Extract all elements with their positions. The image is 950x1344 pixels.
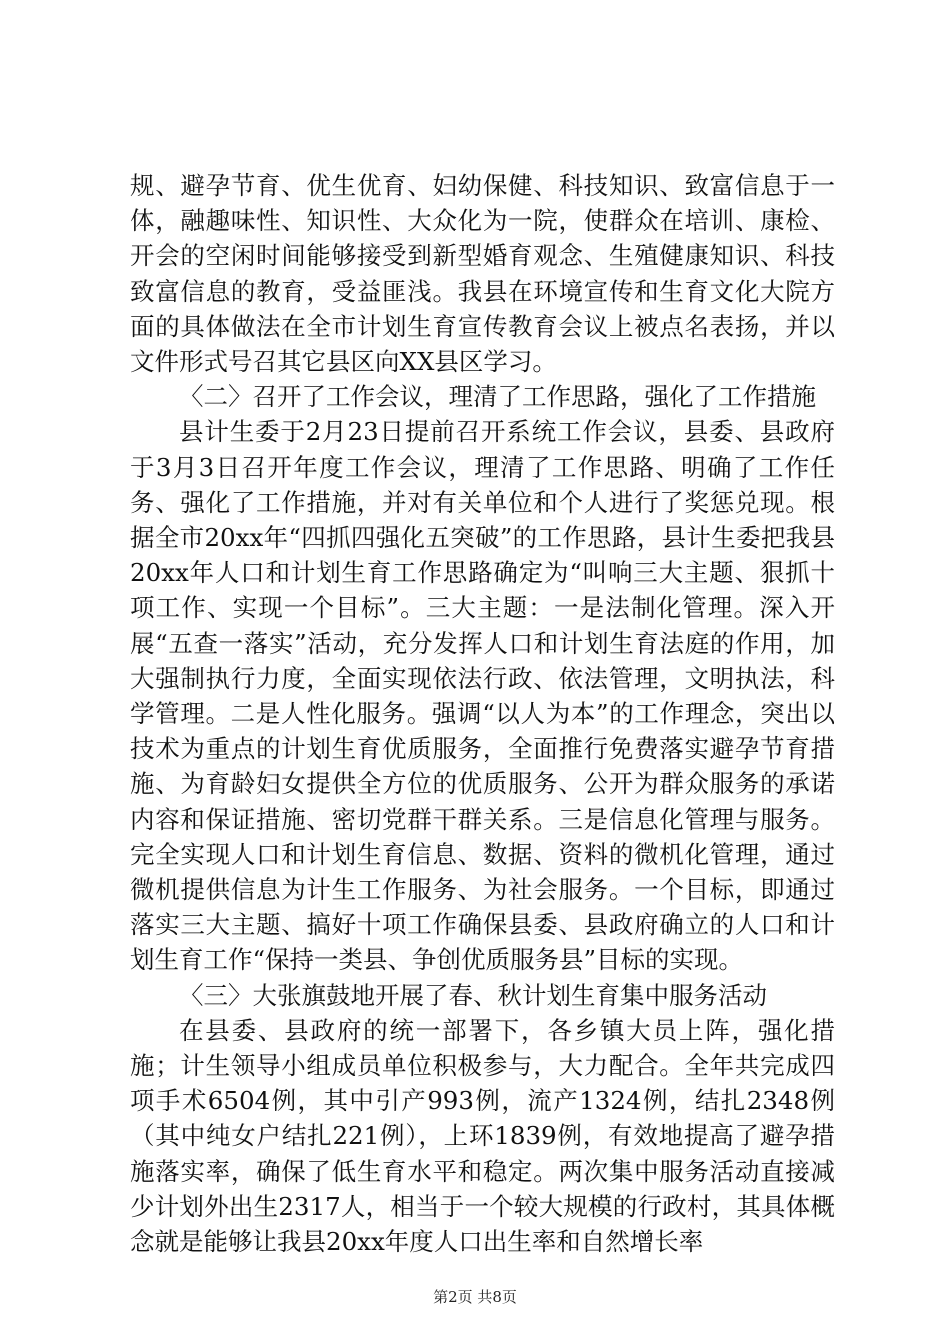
paragraph-service-activity: 在县委、县政府的统一部署下，各乡镇大员上阵，强化措施；计生领导小组成员单位积极参与，大力配合。全年共完成四项手术6504例，其中引产993例，流产1324例，结扎2348例（其中纯女户结扎221例），上环1839例，有效地提高了避孕措施落实率，确保了低生育水平和稳定。两次集中服务活动直接减少计划外出生2317人，相当于一个较大规模的行政村，其具体概念就是能够让我县20xx年度人口出生率和自然增长率 xyxy=(130,1015,835,1257)
document-body xyxy=(130,168,835,1259)
page-footer: 第2页 共8页 xyxy=(433,1288,517,1306)
paragraph-continuation: 规、避孕节育、优生优育、妇幼保健、科技知识、致富信息于一体，融趣味性、知识性、大众化为一院，使群众在培训、康检、开会的空闲时间能够接受到新型婚育观念、生殖健康知识、科技致富信息的教育，受益匪浅。我县在环境宣传和生育文化大院方面的具体做法在全市计划生育宣传教育会议上被点名表扬，并以文件形式号召其它县区向XX县区学习。 xyxy=(130,171,835,377)
paragraph-work-meeting: 县计生委于2月23日提前召开系统工作会议，县委、县政府于3月3日召开年度工作会议，理清了工作思路、明确了工作任务、强化了工作措施，并对有关单位和个人进行了奖惩兑现。根据全市20xx年“四抓四强化五突破”的工作思路，县计生委把我县20xx年人口和计划生育工作思路确定为“叫响三大主题、狠抓十项工作、实现一个目标”。三大主题：一是法制化管理。深入开展“五查一落实”活动，充分发挥人口和计划生育法庭的作用，加大强制执行力度，全面实现依法行政、依法管理，文明执法，科学管理。二是人性化服务。强调“以人为本”的工作理念，突出以技术为重点的计划生育优质服务，全面推行免费落实避孕节育措施、为育龄妇女提供全方位的优质服务、公开为群众服务的承诺内容和保证措施、密切党群干群关系。三是信息化管理与服务。完全实现人口和计划生育信息、数据、资料的微机化管理，通过微机提供信息为计生工作服务、为社会服务。一个目标，即通过落实三大主题、搞好十项工作确保县委、县政府确立的人口和计划生育工作“保持一类县、争创优质服务县”目标的实现。 xyxy=(130,417,835,975)
section-heading-2: 〈二〉召开了工作会议，理清了工作思路，强化了工作措施 xyxy=(179,382,816,412)
section-heading-3: 〈三〉大张旗鼓地开展了春、秋计划生育集中服务活动 xyxy=(179,980,767,1010)
